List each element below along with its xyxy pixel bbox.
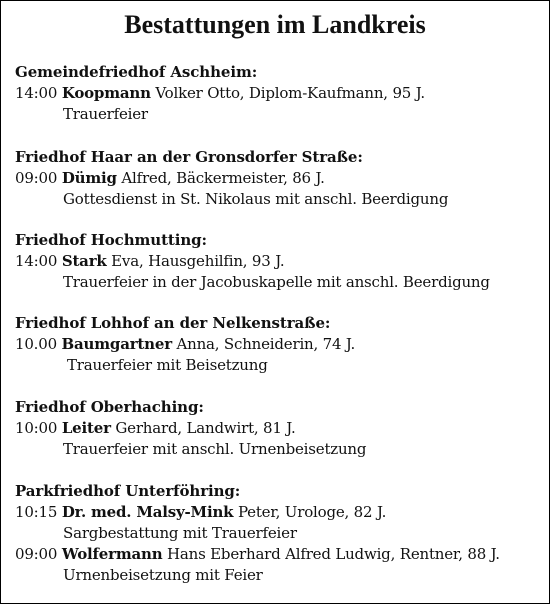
ceremony-detail: Urnenbeisetzung mit Feier (63, 566, 263, 584)
page-title: Bestattungen im Landkreis (124, 10, 426, 39)
burial-entry (15, 334, 546, 376)
deceased-surname: Koopmann (61, 84, 151, 102)
cemetery-heading: Friedhof Hochmutting: (15, 231, 207, 249)
deceased-surname: Leiter (61, 419, 111, 437)
cemetery-heading: Friedhof Lohhof an der Nelkenstraße: (15, 314, 331, 332)
deceased-info: Eva, Hausgehilfin, 93 J. (111, 252, 285, 270)
ceremony-detail: Sargbestattung mit Trauerfeier (63, 524, 297, 542)
cemetery-section-aschheim (15, 62, 546, 125)
cemetery-section-haar (15, 147, 546, 210)
cemetery-section-oberhaching (15, 397, 546, 460)
deceased-info: Volker Otto, Diplom-Kaufmann, 95 J. (155, 84, 425, 102)
ceremony-detail: Trauerfeier mit anschl. Urnenbeisetzung (63, 440, 367, 458)
deceased-info: Anna, Schneiderin, 74 J. (176, 335, 356, 353)
ceremony-detail: Trauerfeier (63, 105, 148, 123)
burial-time: 10:00 (15, 419, 58, 437)
deceased-info: Alfred, Bäckermeister, 86 J. (121, 169, 325, 187)
deceased-surname: Stark (61, 252, 107, 270)
deceased-surname: Dümig (61, 169, 117, 187)
burial-entry (15, 502, 546, 544)
ceremony-detail: Trauerfeier mit Beisetzung (67, 356, 268, 374)
cemetery-section-hochmutting (15, 230, 546, 293)
cemetery-heading: Friedhof Haar an der Gronsdorfer Straße: (15, 148, 363, 166)
cemetery-section-lohhof (15, 313, 546, 376)
ceremony-detail: Gottesdienst in St. Nikolaus mit anschl. Beerdigung (63, 190, 449, 208)
deceased-info: Gerhard, Landwirt, 81 J. (115, 419, 296, 437)
burial-time: 10.00 (15, 335, 57, 353)
deceased-surname: Baumgartner (61, 335, 172, 353)
burial-time: 10:15 (15, 503, 58, 521)
burial-entry (15, 168, 546, 210)
burial-time: 09:00 (15, 545, 58, 563)
deceased-info: Peter, Urologe, 82 J. (237, 503, 387, 521)
burial-time: 14:00 (15, 252, 58, 270)
cemetery-heading: Parkfriedhof Unterföhring: (15, 482, 241, 500)
burial-entry (15, 83, 546, 125)
burial-time: 09:00 (15, 169, 58, 187)
cemetery-section-unterfoehring (15, 481, 546, 586)
deceased-surname: Dr. med. Malsy-Mink (61, 503, 234, 521)
burial-entry (15, 418, 546, 460)
burial-entry (15, 251, 546, 293)
ceremony-detail: Trauerfeier in der Jacobuskapelle mit anschl. Beerdigung (63, 273, 490, 291)
burial-entry (15, 544, 546, 586)
deceased-info: Hans Eberhard Alfred Ludwig, Rentner, 88 J. (167, 545, 500, 563)
deceased-surname: Wolfermann (61, 545, 163, 563)
cemetery-heading: Friedhof Oberhaching: (15, 398, 204, 416)
cemetery-heading: Gemeindefriedhof Aschheim: (15, 63, 258, 81)
burial-time: 14:00 (15, 84, 58, 102)
